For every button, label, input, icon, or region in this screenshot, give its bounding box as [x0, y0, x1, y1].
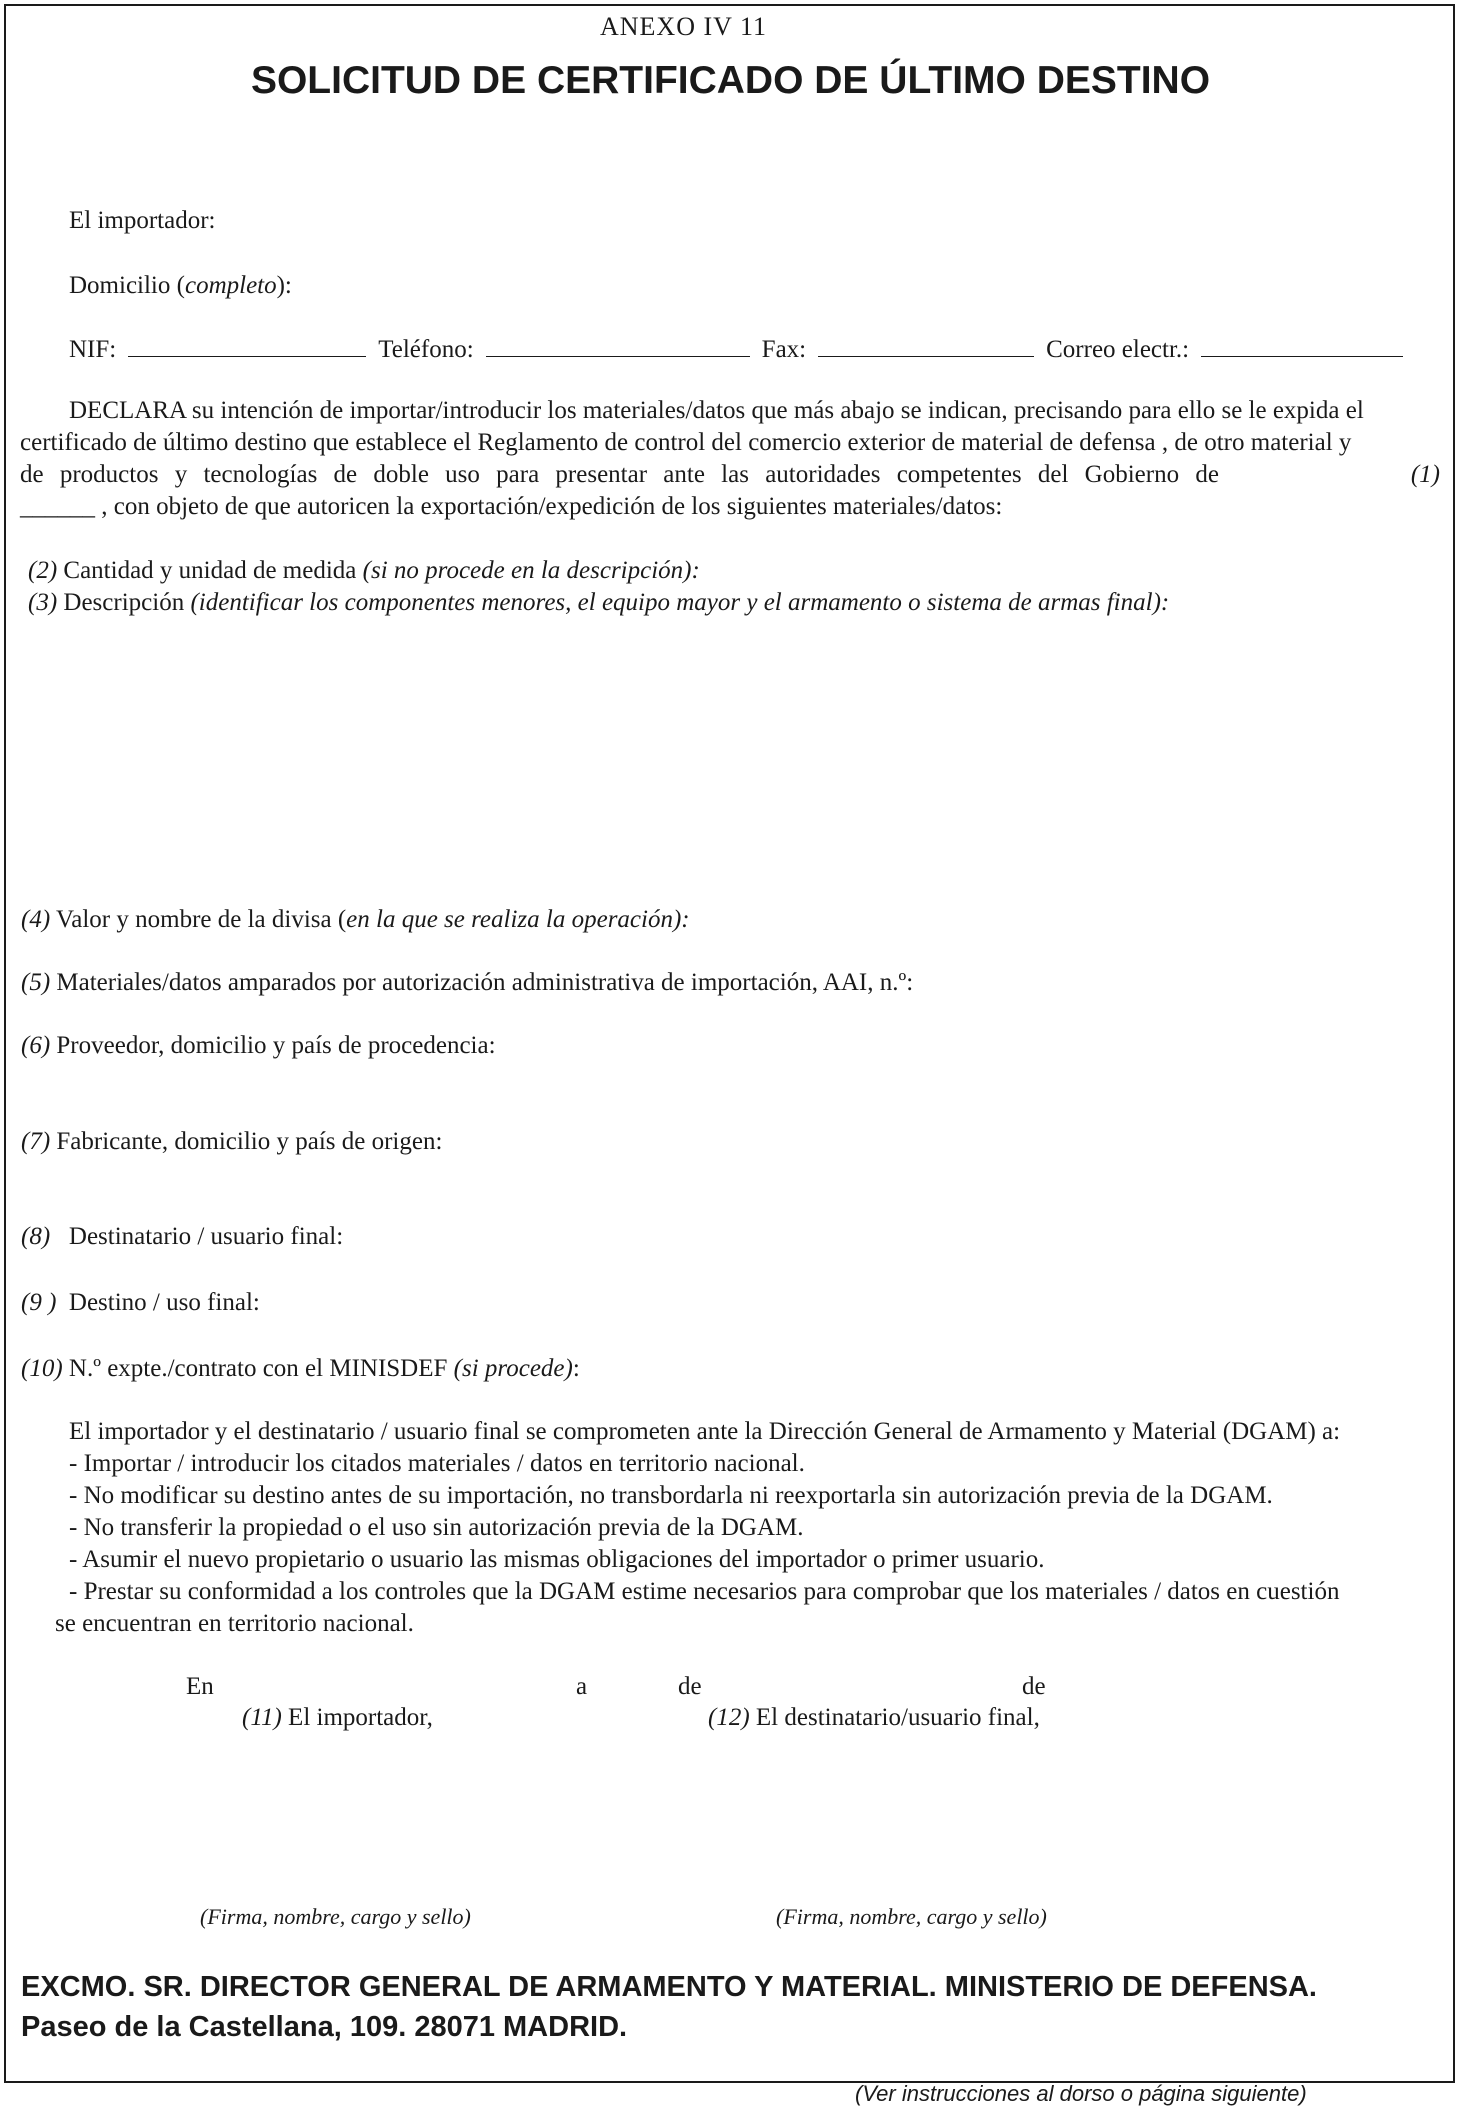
item-6: (6) Proveedor, domicilio y país de procedencia:: [21, 1032, 496, 1059]
item-5: (5) Materiales/datos amparados por autorización administrativa de importación, AAI, n.º:: [21, 969, 914, 996]
fax-field[interactable]: [818, 334, 1034, 357]
item-10: (10) N.º expte./contrato con el MINISDEF (si procede):: [21, 1355, 580, 1382]
importer-signature-note: (Firma, nombre, cargo y sello): [200, 1904, 471, 1929]
item-3: (3) Descripción (identificar los componentes menores, el equipo mayor y el armamento o sistema de armas final):: [28, 589, 1170, 616]
item-9: (9 ) Destino / uso final:: [21, 1289, 260, 1316]
contact-row: [69, 334, 1415, 365]
commitment-5: - Prestar su conformidad a los controles que la DGAM estime necesarios para comprobar que los materiales / datos en cuestión: [69, 1578, 1340, 1605]
commitment-5-cont: se encuentran en territorio nacional.: [55, 1610, 414, 1637]
date-de-label-2: de: [1022, 1673, 1046, 1700]
commitment-2: - No modificar su destino antes de su importación, no transbordarla ni reexportarla sin autorización previa de la DGAM.: [69, 1482, 1273, 1509]
item-2: (2) Cantidad y unidad de medida (si no procede en la descripción):: [28, 557, 700, 584]
addressee-line-2: Paseo de la Castellana, 109. 28071 MADRID.: [21, 2011, 628, 2043]
recipient-signature-note: (Firma, nombre, cargo y sello): [776, 1904, 1047, 1929]
form-title: SOLICITUD DE CERTIFICADO DE ÚLTIMO DESTINO: [250, 59, 1211, 102]
importer-signature-label: (11) El importador,: [242, 1704, 433, 1731]
phone-label: Teléfono:: [378, 336, 474, 363]
declaration-line-3: de productos y tecnologías de doble uso para presentar ante las autoridades competentes del Gobierno de (1): [20, 461, 1440, 488]
recipient-signature-label: (12) El destinatario/usuario final,: [708, 1704, 1040, 1731]
commitment-4: - Asumir el nuevo propietario o usuario las mismas obligaciones del importador o primer usuario.: [69, 1546, 1045, 1573]
instructions-note: (Ver instrucciones al dorso o página siguiente): [855, 2081, 1307, 2106]
nif-field[interactable]: [128, 334, 366, 357]
importer-label: El importador:: [69, 207, 216, 234]
phone-field[interactable]: [486, 334, 750, 357]
item-8: (8) Destinatario / usuario final:: [21, 1223, 344, 1250]
commitment-3: - No transferir la propiedad o el uso sin autorización previa de la DGAM.: [69, 1514, 804, 1541]
declaration-line-2: certificado de último destino que establece el Reglamento de control del comercio exterior de material de defensa , de otro material y: [20, 429, 1352, 456]
date-de-label-1: de: [678, 1673, 702, 1700]
declaration-line-4: ______ , con objeto de que autoricen la exportación/expedición de los siguientes materiales/datos:: [20, 493, 1003, 520]
date-a-label: a: [576, 1673, 588, 1700]
addressee-line-1: EXCMO. SR. DIRECTOR GENERAL DE ARMAMENTO Y MATERIAL. MINISTERIO DE DEFENSA.: [21, 1971, 1317, 2003]
annex-label: ANEXO IV 11: [600, 12, 767, 41]
place-label: En: [186, 1673, 214, 1700]
item-7: (7) Fabricante, domicilio y país de origen:: [21, 1128, 443, 1155]
fax-label: Fax:: [761, 336, 807, 363]
address-label: Domicilio (completo):: [69, 272, 292, 299]
declaration-line-1: DECLARA su intención de importar/introducir los materiales/datos que más abajo se indican, precisando para ello se le expida el: [69, 397, 1364, 424]
nif-label: NIF:: [69, 336, 117, 363]
commitment-1: - Importar / introducir los citados materiales / datos en territorio nacional.: [69, 1450, 805, 1477]
item-4: (4) Valor y nombre de la divisa (en la que se realiza la operación):: [21, 906, 690, 933]
email-field[interactable]: [1201, 334, 1403, 357]
commitments-intro: El importador y el destinatario / usuario final se comprometen ante la Dirección General de Armamento y Material (DGAM) a:: [69, 1418, 1341, 1445]
email-label: Correo electr.:: [1046, 336, 1190, 363]
